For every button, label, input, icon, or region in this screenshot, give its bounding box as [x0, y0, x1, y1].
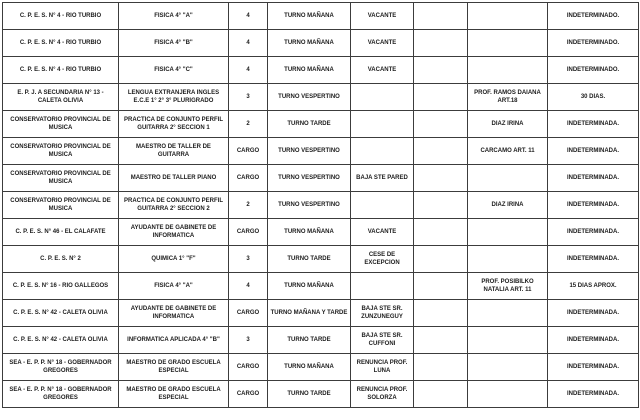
table-cell: PROF. POSIBILKO NATALIA ART. 11 — [468, 273, 548, 300]
table-cell: C. P. E. S. N° 2 — [3, 246, 119, 273]
table-cell: TURNO MAÑANA — [268, 273, 351, 300]
table-cell — [351, 111, 414, 138]
table-cell: CARGO — [229, 219, 268, 246]
table-cell: SEA - E. P. P. N° 18 - GOBERNADOR GREGORES — [3, 354, 119, 381]
table-cell — [468, 219, 548, 246]
table-cell: CARGO — [229, 300, 268, 327]
table-cell: AYUDANTE DE GABINETE DE INFORMATICA — [119, 300, 229, 327]
table-cell: 4 — [229, 30, 268, 57]
table-cell: TURNO VESPERTINO — [268, 84, 351, 111]
table-cell: BAJA STE SR. ZUNZUNEGUY — [351, 300, 414, 327]
table-cell: VACANTE — [351, 57, 414, 84]
table-cell — [351, 273, 414, 300]
vacancies-table — [2, 2, 639, 408]
table-cell: INFORMATICA APLICADA 4° "B" — [119, 327, 229, 354]
table-cell: CARGO — [229, 381, 268, 408]
table-cell: INDETERMINADA. — [548, 138, 639, 165]
table-cell: MAESTRO DE GRADO ESCUELA ESPECIAL — [119, 381, 229, 408]
table-cell: E. P. J. A SECUNDARIA N° 13 - CALETA OLIVIA — [3, 84, 119, 111]
table-cell — [351, 192, 414, 219]
table-row — [3, 3, 639, 30]
table-cell: LENGUA EXTRANJERA INGLES E.C.E 1° 2° 3° PLURIGRADO — [119, 84, 229, 111]
table-cell: INDETERMINADO. — [548, 57, 639, 84]
table-cell: C. P. E. S. N° 46 - EL CALAFATE — [3, 219, 119, 246]
table-cell: VACANTE — [351, 30, 414, 57]
table-cell: FISICA 4° "A" — [119, 3, 229, 30]
table-cell: MAESTRO DE GRADO ESCUELA ESPECIAL — [119, 354, 229, 381]
table-cell: 3 — [229, 84, 268, 111]
table-cell: CARGO — [229, 165, 268, 192]
table-cell: C. P. E. S. N° 4 - RIO TURBIO — [3, 30, 119, 57]
table-cell — [414, 381, 468, 408]
table-cell: VACANTE — [351, 3, 414, 30]
table-row — [3, 327, 639, 354]
table-cell: SEA - E. P. P. N° 18 - GOBERNADOR GREGORES — [3, 381, 119, 408]
table-cell — [468, 57, 548, 84]
table-cell: CONSERVATORIO PROVINCIAL DE MUSICA — [3, 165, 119, 192]
table-cell: INDETERMINADA. — [548, 327, 639, 354]
table-cell: CESE DE EXCEPCION — [351, 246, 414, 273]
table-cell: BAJA STE PARED — [351, 165, 414, 192]
table-cell: RENUNCIA PROF. SOLORZA — [351, 381, 414, 408]
table-cell: INDETERMINADA. — [548, 219, 639, 246]
table-cell: RENUNCIA PROF. LUNA — [351, 354, 414, 381]
table-row — [3, 30, 639, 57]
table-cell — [414, 57, 468, 84]
table-row — [3, 300, 639, 327]
table-cell: 4 — [229, 3, 268, 30]
table-row — [3, 165, 639, 192]
table-cell: PROF. RAMOS DAIANA ART.18 — [468, 84, 548, 111]
table-cell: 4 — [229, 57, 268, 84]
table-cell — [351, 84, 414, 111]
table-cell — [414, 327, 468, 354]
table-body — [3, 3, 639, 408]
table-cell: CONSERVATORIO PROVINCIAL DE MUSICA — [3, 111, 119, 138]
table-row — [3, 57, 639, 84]
table-cell: 2 — [229, 192, 268, 219]
table-row — [3, 219, 639, 246]
table-cell — [468, 300, 548, 327]
table-cell: TURNO TARDE — [268, 381, 351, 408]
table-cell: 3 — [229, 327, 268, 354]
table-cell: INDETERMINADA. — [548, 381, 639, 408]
table-cell: INDETERMINADO. — [548, 3, 639, 30]
table-cell: TURNO VESPERTINO — [268, 165, 351, 192]
table-cell: 3 — [229, 246, 268, 273]
table-cell: INDETERMINADA. — [548, 192, 639, 219]
table-cell: CONSERVATORIO PROVINCIAL DE MUSICA — [3, 192, 119, 219]
table-cell — [414, 219, 468, 246]
table-cell: PRACTICA DE CONJUNTO PERFIL GUITARRA 2° SECCION 2 — [119, 192, 229, 219]
table-cell: FISICA 4° "C" — [119, 57, 229, 84]
table-cell: INDETERMINADA. — [548, 354, 639, 381]
table-cell: TURNO MAÑANA — [268, 219, 351, 246]
table-cell — [414, 165, 468, 192]
table-cell: TURNO MAÑANA Y TARDE — [268, 300, 351, 327]
table-cell — [414, 273, 468, 300]
table-cell: CONSERVATORIO PROVINCIAL DE MUSICA — [3, 138, 119, 165]
table-cell — [414, 354, 468, 381]
table-cell: C. P. E. S. N° 16 - RIO GALLEGOS — [3, 273, 119, 300]
table-cell: TURNO MAÑANA — [268, 354, 351, 381]
table-cell: 15 DIAS APROX. — [548, 273, 639, 300]
table-row — [3, 138, 639, 165]
table-cell: TURNO MAÑANA — [268, 30, 351, 57]
table-cell: 2 — [229, 111, 268, 138]
table-cell: MAESTRO DE TALLER DE GUITARRA — [119, 138, 229, 165]
table-cell — [468, 30, 548, 57]
table-cell: INDETERMINADA. — [548, 165, 639, 192]
table-cell: TURNO VESPERTINO — [268, 192, 351, 219]
table-cell — [468, 354, 548, 381]
table-cell — [468, 3, 548, 30]
table-cell — [414, 246, 468, 273]
table-cell: TURNO TARDE — [268, 327, 351, 354]
table-cell — [414, 30, 468, 57]
table-cell — [351, 138, 414, 165]
table-cell: TURNO VESPERTINO — [268, 138, 351, 165]
table-cell — [468, 327, 548, 354]
table-cell — [414, 111, 468, 138]
table-cell: DIAZ IRINA — [468, 111, 548, 138]
table-cell: INDETERMINADO. — [548, 30, 639, 57]
table-cell: FISICA 4° "B" — [119, 30, 229, 57]
table-cell: INDETERMINADA. — [548, 300, 639, 327]
table-row — [3, 354, 639, 381]
table-cell: FISICA 4° "A" — [119, 273, 229, 300]
table-cell — [414, 192, 468, 219]
table-cell: CARGO — [229, 138, 268, 165]
table-cell: BAJA STE SR. CUFFONI — [351, 327, 414, 354]
table-row — [3, 84, 639, 111]
table-cell: TURNO TARDE — [268, 246, 351, 273]
table-cell: TURNO MAÑANA — [268, 57, 351, 84]
table-cell: C. P. E. S. N° 4 - RIO TURBIO — [3, 3, 119, 30]
table-cell: MAESTRO DE TALLER PIANO — [119, 165, 229, 192]
table-cell: TURNO TARDE — [268, 111, 351, 138]
table-cell: DIAZ IRINA — [468, 192, 548, 219]
table-cell: INDETERMINADA. — [548, 111, 639, 138]
table-cell — [468, 381, 548, 408]
table-cell: AYUDANTE DE GABINETE DE INFORMATICA — [119, 219, 229, 246]
table-row — [3, 273, 639, 300]
table-cell — [468, 165, 548, 192]
table-cell: PRACTICA DE CONJUNTO PERFIL GUITARRA 2° SECCION 1 — [119, 111, 229, 138]
table-row — [3, 111, 639, 138]
table-cell: 30 DIAS. — [548, 84, 639, 111]
table-cell: TURNO MAÑANA — [268, 3, 351, 30]
table-row — [3, 192, 639, 219]
table-cell: CARGO — [229, 354, 268, 381]
table-cell: C. P. E. S. N° 42 - CALETA OLIVIA — [3, 300, 119, 327]
table-cell: C. P. E. S. N° 4 - RIO TURBIO — [3, 57, 119, 84]
table-cell — [414, 84, 468, 111]
table-cell: VACANTE — [351, 219, 414, 246]
table-cell: INDETERMINADA. — [548, 246, 639, 273]
table-cell — [414, 3, 468, 30]
table-row — [3, 246, 639, 273]
table-cell: 4 — [229, 273, 268, 300]
table-cell: QUIMICA 1° "F" — [119, 246, 229, 273]
table-cell — [468, 246, 548, 273]
table-cell: CARCAMO ART. 11 — [468, 138, 548, 165]
table-cell: C. P. E. S. N° 42 - CALETA OLIVIA — [3, 327, 119, 354]
table-cell — [414, 300, 468, 327]
table-cell — [414, 138, 468, 165]
table-row — [3, 381, 639, 408]
